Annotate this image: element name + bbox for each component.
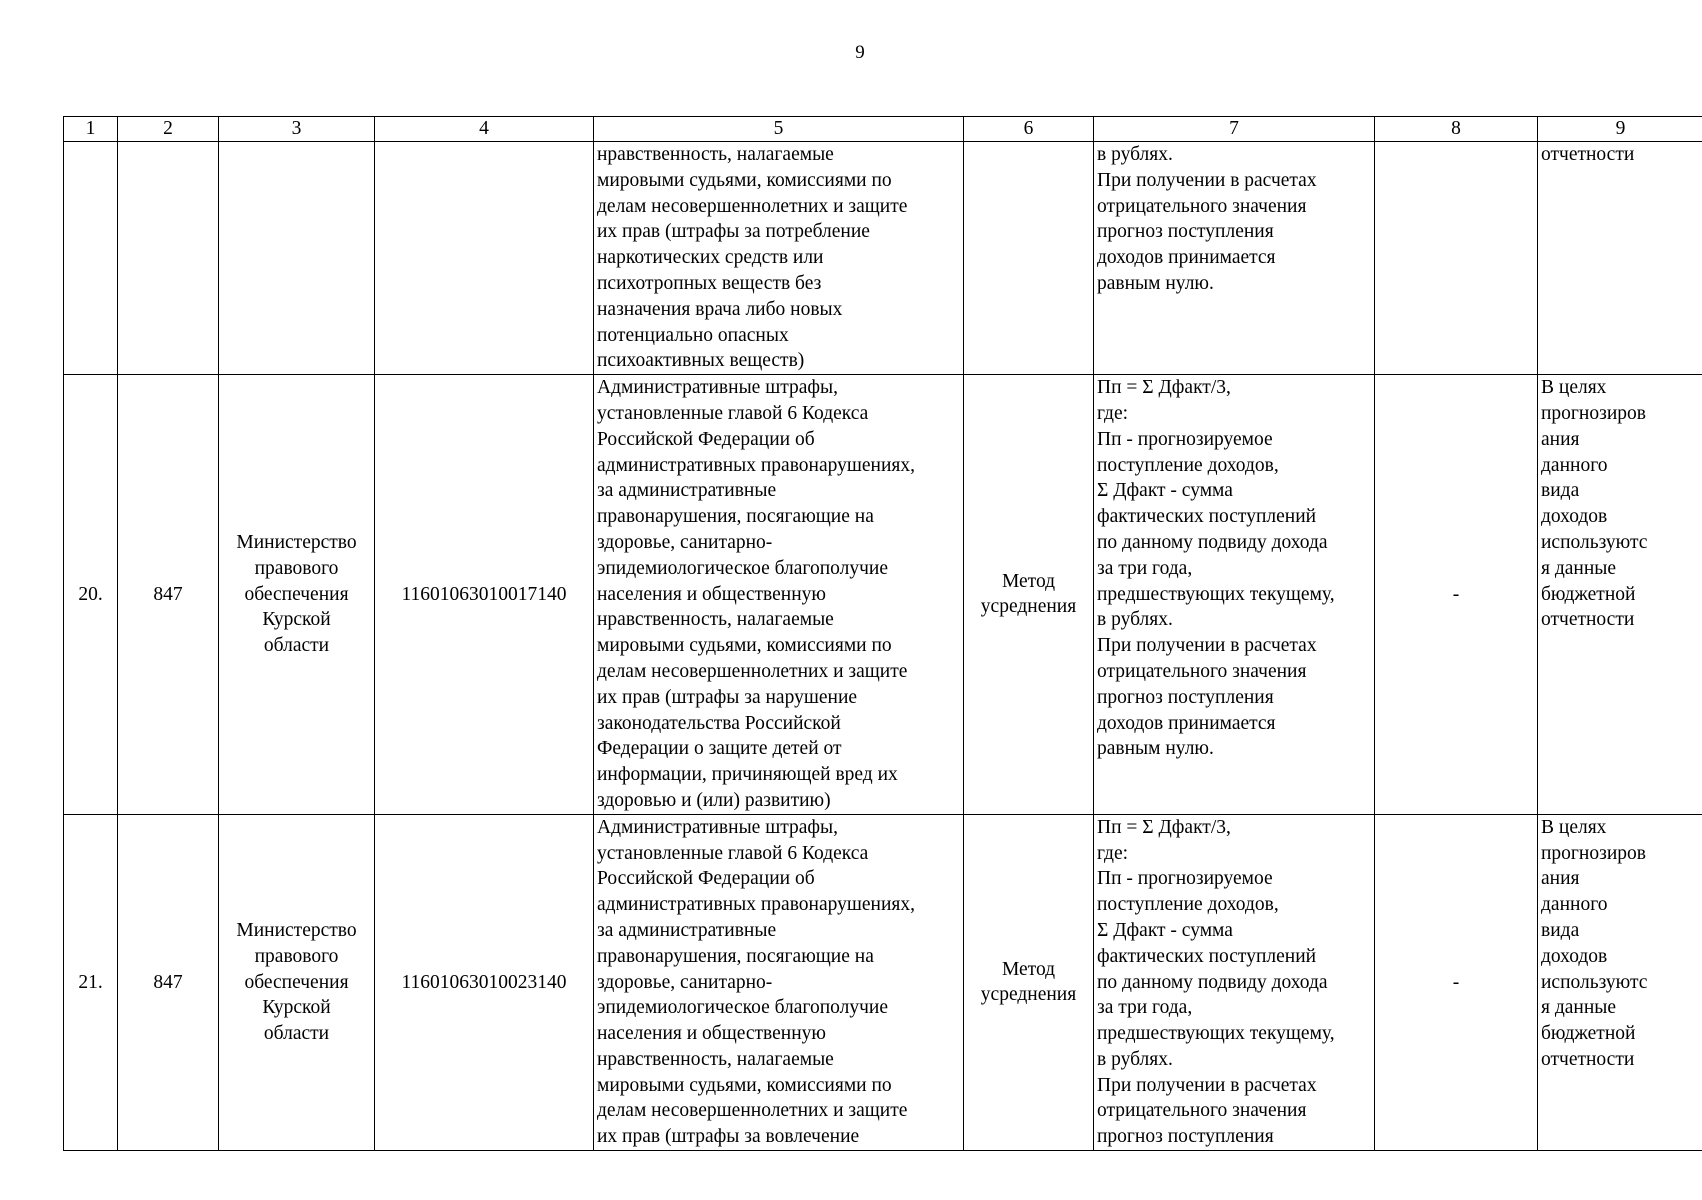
row-number: 20. (64, 375, 118, 815)
forecast-methods-table (63, 116, 1702, 1151)
page-number: 9 (855, 42, 865, 63)
data-source: отчетности (1538, 142, 1702, 375)
header-cell: 3 (219, 117, 375, 142)
header-row (64, 117, 1702, 142)
administrator-name: Министерство правового обеспечения Курской области (219, 375, 375, 815)
table-row (64, 814, 1702, 1150)
income-description: Административные штрафы, установленные главой 6 Кодекса Российской Федерации об административных правонарушениях, за административные правонарушения, посягающие на здоровье, санитарно- эпидемиологическое благополучие населения и общественную нравственность, налагаемые мировыми судьями, комиссиями по делам несовершеннолетних и защите их прав (штрафы за нарушение законодательства Российской Федерации о защите детей от информации, причиняющей вред их здоровью и (или) развитию) (594, 375, 964, 815)
calculation-formula: в рублях. При получении в расчетах отрицательного значения прогноз поступления доходов принимается равным нулю. (1094, 142, 1375, 375)
header-cell: 2 (118, 117, 219, 142)
table-row (64, 142, 1702, 375)
header-cell: 4 (375, 117, 594, 142)
header-cell: 6 (964, 117, 1094, 142)
column-8-value: - (1375, 814, 1538, 1150)
calculation-method: Метод усреднения (964, 814, 1094, 1150)
header-cell: 8 (1375, 117, 1538, 142)
administrator-name (219, 142, 375, 375)
header-cell: 9 (1538, 117, 1702, 142)
budget-classification-code: 11601063010017140 (375, 375, 594, 815)
header-cell: 5 (594, 117, 964, 142)
table-row (64, 375, 1702, 815)
income-description: Административные штрафы, установленные главой 6 Кодекса Российской Федерации об административных правонарушениях, за административные правонарушения, посягающие на здоровье, санитарно- эпидемиологическое благополучие населения и общественную нравственность, налагаемые мировыми судьями, комиссиями по делам несовершеннолетних и защите их прав (штрафы за вовлечение (594, 814, 964, 1150)
row-number: 21. (64, 814, 118, 1150)
column-8-value: - (1375, 375, 1538, 815)
budget-classification-code: 11601063010023140 (375, 814, 594, 1150)
administrator-name: Министерство правового обеспечения Курской области (219, 814, 375, 1150)
column-8-value (1375, 142, 1538, 375)
income-description: нравственность, налагаемые мировыми судьями, комиссиями по делам несовершеннолетних и защите их прав (штрафы за потребление наркотических средств или психотропных веществ без назначения врача либо новых потенциально опасных психоактивных веществ) (594, 142, 964, 375)
calculation-formula: Пп = Σ Дфакт/3, где: Пп - прогнозируемое поступление доходов, Σ Дфакт - сумма фактических поступлений по данному подвиду дохода за три года, предшествующих текущему, в рублях. При получении в расчетах отрицательного значения прогноз поступления (1094, 814, 1375, 1150)
data-source: В целях прогнозиров ания данного вида доходов используютс я данные бюджетной отчетности (1538, 375, 1702, 815)
header-cell: 7 (1094, 117, 1375, 142)
chapter-code: 847 (118, 814, 219, 1150)
header-cell: 1 (64, 117, 118, 142)
chapter-code (118, 142, 219, 375)
chapter-code: 847 (118, 375, 219, 815)
calculation-method: Метод усреднения (964, 375, 1094, 815)
calculation-method (964, 142, 1094, 375)
data-source: В целях прогнозиров ания данного вида доходов используютс я данные бюджетной отчетности (1538, 814, 1702, 1150)
budget-classification-code (375, 142, 594, 375)
row-number (64, 142, 118, 375)
calculation-formula: Пп = Σ Дфакт/3, где: Пп - прогнозируемое поступление доходов, Σ Дфакт - сумма фактических поступлений по данному подвиду дохода за три года, предшествующих текущему, в рублях. При получении в расчетах отрицательного значения прогноз поступления доходов принимается равным нулю. (1094, 375, 1375, 815)
